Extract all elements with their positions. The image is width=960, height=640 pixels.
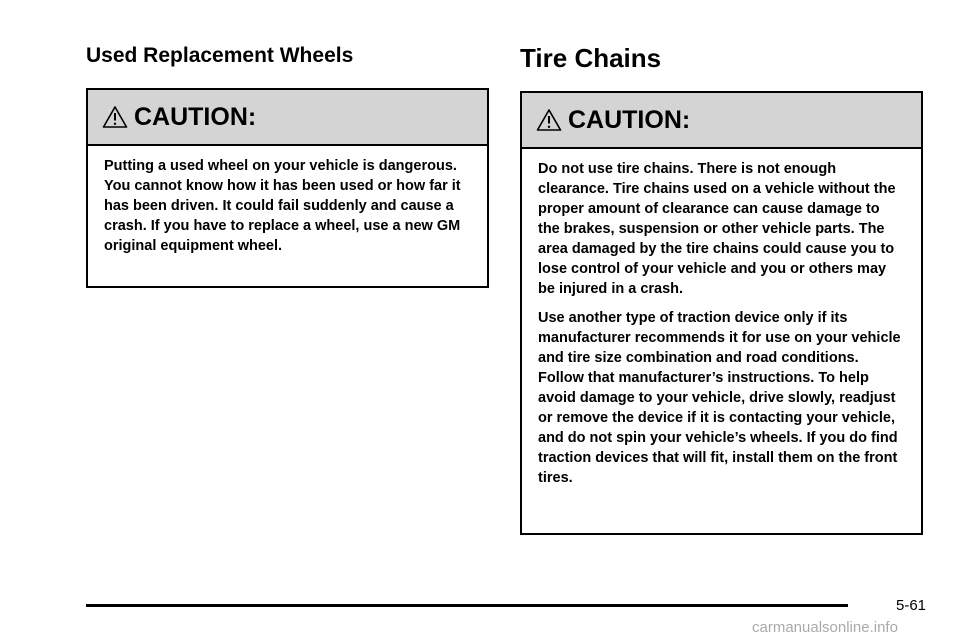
caution-body bbox=[88, 146, 487, 256]
section-title-tire-chains: Tire Chains bbox=[520, 43, 662, 73]
caution-box-tire-chains bbox=[520, 91, 923, 535]
section-title-used-replacement-wheels: Used Replacement Wheels bbox=[86, 44, 354, 67]
caution-header bbox=[522, 93, 921, 149]
watermark: carmanualsonline.info bbox=[752, 619, 898, 636]
caution-box-wheels bbox=[86, 88, 489, 288]
caution-header bbox=[88, 90, 487, 146]
caution-paragraph: Putting a used wheel on your vehicle is dangerous. You cannot know how it has been used or how far it has been driven. It could fail suddenly and cause a crash. If you have to replace a wheel, use a new GM original equipment wheel. bbox=[104, 158, 461, 254]
footer-rule bbox=[86, 604, 848, 607]
caution-body bbox=[522, 149, 921, 488]
caution-paragraph: Use another type of traction device only if its manufacturer recommends it for use on your vehicle and tire size combination and road conditions. Follow that manufacturer’s instructions. To help avoid damage to your vehicle, drive slowly, readjust or remove the device if it is contacting your vehicle, and do not spin your vehicle’s wheels. If you do find traction devices that will fit, install them on the front tires. bbox=[538, 310, 901, 486]
warning-triangle-icon bbox=[102, 105, 128, 129]
page-number: 5-61 bbox=[896, 597, 927, 614]
caution-paragraph: Do not use tire chains. There is not enough clearance. Tire chains used on a vehicle without the proper amount of clearance can cause damage to the brakes, suspension or other vehicle parts. The area damaged by the tire chains could cause you to lose control of your vehicle and you or others may be injured in a crash. bbox=[538, 161, 896, 297]
caution-label: CAUTION: bbox=[568, 105, 691, 134]
caution-label: CAUTION: bbox=[134, 102, 257, 131]
warning-triangle-icon bbox=[536, 108, 562, 132]
